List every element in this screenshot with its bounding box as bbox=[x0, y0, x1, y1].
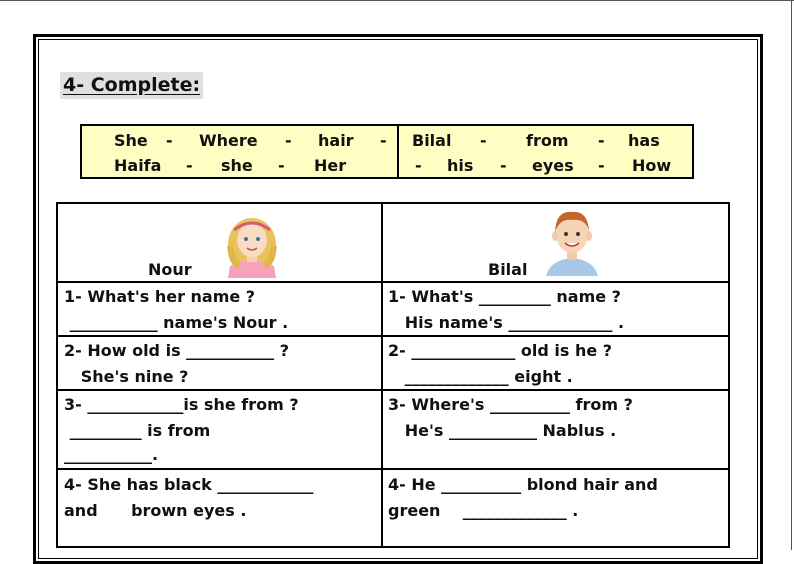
word-from: from bbox=[526, 131, 569, 150]
row3-right-line2: He's ___________ Nablus . bbox=[388, 421, 617, 440]
row2-left-line1: 2- How old is ___________ ? bbox=[64, 341, 290, 360]
word-haifa: Haifa bbox=[114, 156, 162, 175]
row2-left-line2: She's nine ? bbox=[64, 367, 189, 386]
boy-portrait-bilal bbox=[540, 204, 604, 280]
row2-right-line1: 2- _____________ old is he ? bbox=[388, 341, 613, 360]
table-row-divider bbox=[58, 335, 728, 337]
row3-left-line2: _________ is from bbox=[64, 421, 211, 440]
word-has: has bbox=[628, 131, 660, 150]
exercise-table bbox=[56, 202, 730, 548]
row1-right-line2: His name's _____________ . bbox=[388, 313, 625, 332]
word-bank-divider bbox=[397, 126, 399, 177]
word-dash: - bbox=[598, 156, 605, 175]
table-row-divider bbox=[58, 281, 728, 283]
table-column-divider bbox=[381, 204, 383, 546]
row4-right-line1: 4- He __________ blond hair and bbox=[388, 475, 658, 494]
word-dash: - bbox=[285, 131, 292, 150]
name-label-bilal: Bilal bbox=[488, 260, 528, 279]
row3-left-line3: ___________. bbox=[64, 445, 159, 464]
section-heading: 4- Complete: bbox=[60, 72, 203, 99]
row3-left-line1: 3- ____________is she from ? bbox=[64, 395, 299, 414]
word-dash: - bbox=[278, 156, 285, 175]
row4-right-line2: green _____________ . bbox=[388, 501, 579, 520]
row1-left-line2: ___________ name's Nour . bbox=[64, 313, 289, 332]
word-dash: - bbox=[598, 131, 605, 150]
table-row-divider bbox=[58, 389, 728, 391]
word-dash: - bbox=[480, 131, 487, 150]
word-eyes: eyes bbox=[532, 156, 574, 175]
word-his: his bbox=[447, 156, 474, 175]
row1-left-line1: 1- What's her name ? bbox=[64, 287, 256, 306]
row4-left-line2: and brown eyes . bbox=[64, 501, 247, 520]
row3-right-line1: 3- Where's __________ from ? bbox=[388, 395, 633, 414]
word-her: Her bbox=[314, 156, 347, 175]
name-label-nour: Nour bbox=[148, 260, 192, 279]
word-bilal: Bilal bbox=[412, 131, 452, 150]
word-dash: - bbox=[186, 156, 193, 175]
table-row-divider bbox=[58, 468, 728, 470]
word-dash: - bbox=[500, 156, 507, 175]
word-she: She bbox=[114, 131, 148, 150]
page-edge-right bbox=[791, 0, 792, 550]
word-how: How bbox=[632, 156, 672, 175]
word-bank bbox=[80, 124, 694, 179]
word-she-lower: she bbox=[221, 156, 253, 175]
word-where: Where bbox=[199, 131, 258, 150]
word-dash: - bbox=[380, 131, 387, 150]
row2-right-line2: _____________ eight . bbox=[388, 367, 573, 386]
word-dash: - bbox=[415, 156, 422, 175]
row4-left-line1: 4- She has black ____________ bbox=[64, 475, 314, 494]
row1-right-line1: 1- What's _________ name ? bbox=[388, 287, 621, 306]
girl-portrait-nour bbox=[216, 206, 288, 282]
word-dash: - bbox=[166, 131, 173, 150]
page-edge-top bbox=[0, 0, 794, 1]
word-hair: hair bbox=[318, 131, 354, 150]
